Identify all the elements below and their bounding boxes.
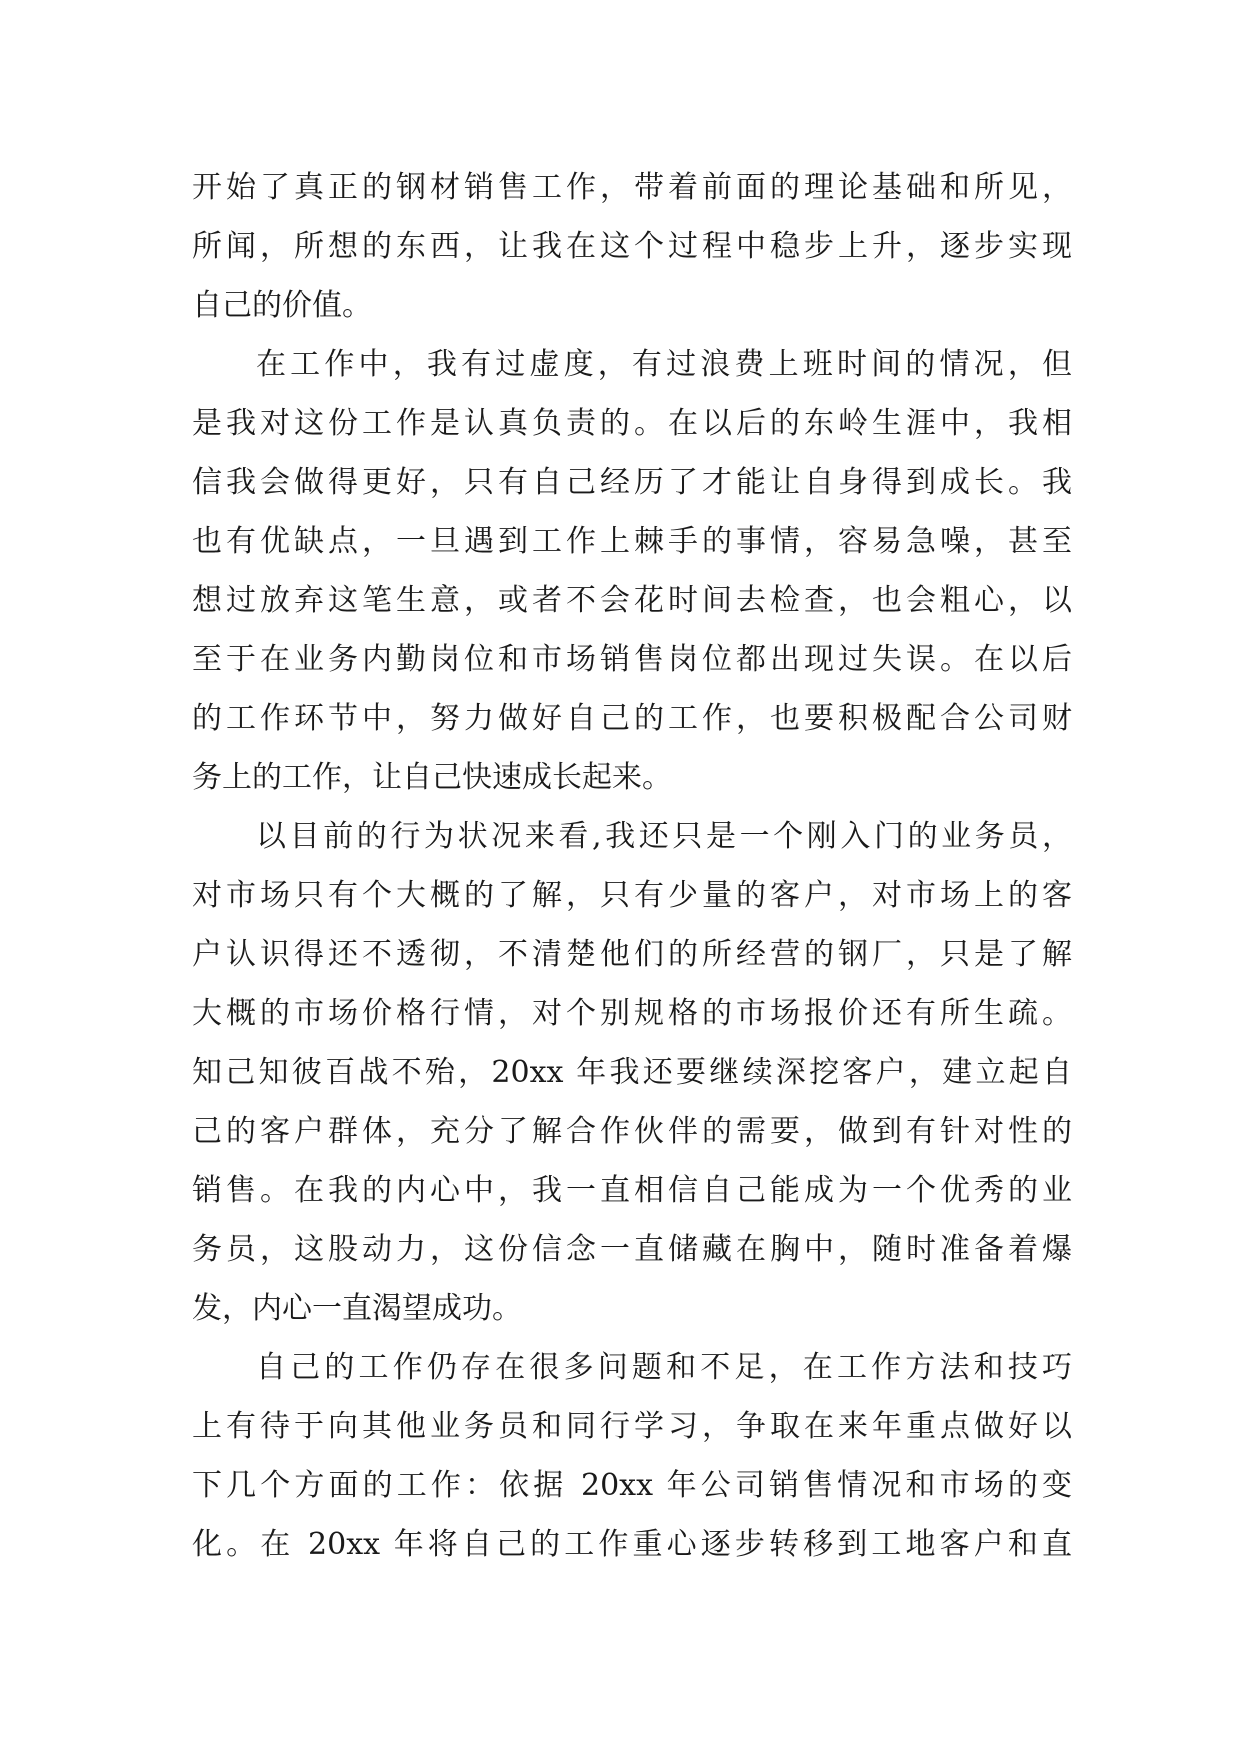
text-line: 的工作环节中，努力做好自己的工作，也要积极配合公司财 bbox=[192, 701, 1072, 736]
text-line: 下几个方面的工作：依据 20xx 年公司销售情况和市场的变 bbox=[192, 1468, 1072, 1503]
text-line: 所闻，所想的东西，让我在这个过程中稳步上升，逐步实现 bbox=[192, 229, 1072, 264]
text-line: 务员，这股动力，这份信念一直储藏在胸中，随时准备着爆 bbox=[192, 1232, 1072, 1267]
text-line: 己的客户群体，充分了解合作伙伴的需要，做到有针对性的 bbox=[192, 1114, 1072, 1149]
text-line: 开始了真正的钢材销售工作，带着前面的理论基础和所见， bbox=[192, 170, 1072, 205]
paragraph-first-line: 自己的工作仍存在很多问题和不足，在工作方法和技巧 bbox=[256, 1350, 1072, 1385]
text-line: 发，内心一直渴望成功。 bbox=[192, 1291, 522, 1326]
text-line: 也有优缺点，一旦遇到工作上棘手的事情，容易急噪，甚至 bbox=[192, 524, 1072, 559]
text-line: 大概的市场价格行情，对个别规格的市场报价还有所生疏。 bbox=[192, 996, 1072, 1031]
text-line: 化。在 20xx 年将自己的工作重心逐步转移到工地客户和直 bbox=[192, 1527, 1072, 1562]
text-line: 对市场只有个大概的了解，只有少量的客户，对市场上的客 bbox=[192, 878, 1072, 913]
text-line: 务上的工作，让自己快速成长起来。 bbox=[192, 760, 672, 795]
text-line: 信我会做得更好，只有自己经历了才能让自身得到成长。我 bbox=[192, 465, 1072, 500]
text-line: 是我对这份工作是认真负责的。在以后的东岭生涯中，我相 bbox=[192, 406, 1072, 441]
text-line: 知己知彼百战不殆，20xx 年我还要继续深挖客户，建立起自 bbox=[192, 1055, 1072, 1090]
text-line: 上有待于向其他业务员和同行学习，争取在来年重点做好以 bbox=[192, 1409, 1072, 1444]
text-line: 想过放弃这笔生意，或者不会花时间去检查，也会粗心，以 bbox=[192, 583, 1072, 618]
text-line: 销售。在我的内心中，我一直相信自己能成为一个优秀的业 bbox=[192, 1173, 1072, 1208]
document-body bbox=[192, 158, 1072, 1574]
text-line: 至于在业务内勤岗位和市场销售岗位都出现过失误。在以后 bbox=[192, 642, 1072, 677]
text-line: 户认识得还不透彻，不清楚他们的所经营的钢厂，只是了解 bbox=[192, 937, 1072, 972]
text-line: 自己的价值。 bbox=[192, 288, 372, 323]
paragraph-first-line: 以目前的行为状况来看,我还只是一个刚入门的业务员， bbox=[256, 819, 1072, 854]
paragraph-first-line: 在工作中，我有过虚度，有过浪费上班时间的情况，但 bbox=[256, 347, 1072, 382]
